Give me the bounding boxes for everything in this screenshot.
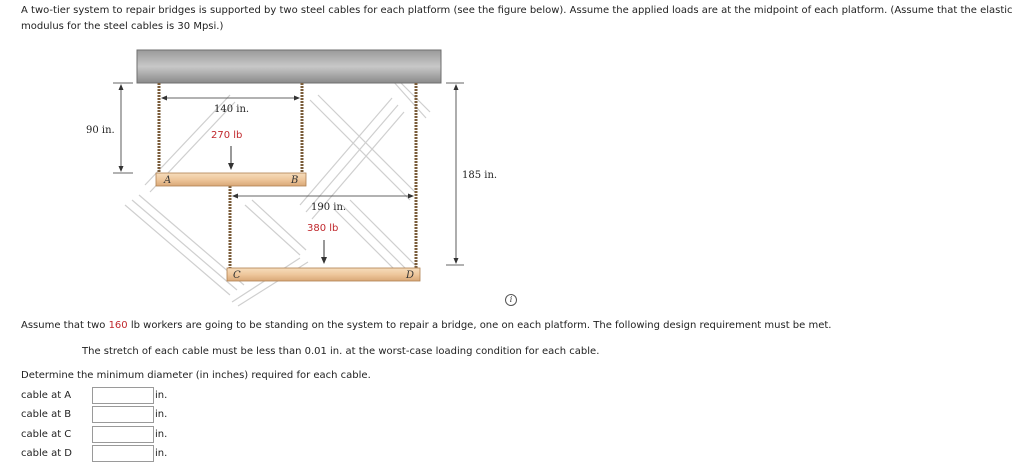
- label-b: B: [291, 175, 299, 186]
- label-c: C: [233, 270, 241, 281]
- answer-label-a: cable at A: [21, 390, 72, 401]
- assumption-after: lb workers are going to be standing on the system to repair a bridge, one on each platform. The following design requirement must be met.: [127, 320, 832, 331]
- label-d: D: [406, 270, 415, 281]
- load-upper-arrowhead: [228, 163, 234, 170]
- answer-unit-c: in.: [155, 429, 168, 440]
- answer-unit-a: in.: [155, 390, 168, 401]
- answer-label-d: cable at D: [21, 448, 73, 459]
- load-lower-label: 380 lb: [307, 223, 339, 234]
- dim-90-line: [113, 83, 133, 173]
- assumption-text: [21, 320, 831, 331]
- dim-185-arrow-bottom: [454, 258, 459, 264]
- answer-unit-d: in.: [155, 448, 168, 459]
- lower-platform: [227, 268, 420, 281]
- load-upper-label: 270 lb: [211, 130, 243, 141]
- dim-140-arrow-left: [161, 96, 167, 101]
- info-icon[interactable]: i: [505, 294, 517, 306]
- cable-b-input[interactable]: [92, 406, 154, 423]
- dim-185-label: 185 in.: [462, 170, 498, 181]
- dim-140-label: 140 in.: [214, 104, 250, 115]
- cable-a-input[interactable]: [92, 387, 154, 404]
- label-a: A: [164, 175, 172, 186]
- dim-90-arrow-top: [119, 84, 124, 90]
- assumption-before: Assume that two: [21, 320, 109, 331]
- dim-90-arrow-bottom: [119, 166, 124, 172]
- problem-statement: A two-tier system to repair bridges is supported by two steel cables for each platform (see the figure below). Assume the applied loads are at the midpoint of each platform. (Assume that the elastic modulus for the steel cables is 30 Mpsi.): [21, 5, 1013, 32]
- cable-d-input[interactable]: [92, 445, 154, 462]
- answer-label-b: cable at B: [21, 409, 72, 420]
- dim-190-label: 190 in.: [311, 202, 347, 213]
- load-lower-arrowhead: [321, 257, 327, 264]
- answer-label-c: cable at C: [21, 429, 72, 440]
- dim-190-arrow-left: [232, 194, 238, 199]
- dim-90-label: 90 in.: [86, 125, 115, 136]
- worker-weight-value: 160: [108, 320, 128, 331]
- dim-185-arrow-top: [454, 84, 459, 90]
- dim-140-arrow-right: [294, 96, 300, 101]
- dim-190-arrow-right: [408, 194, 414, 199]
- design-requirement: The stretch of each cable must be less than 0.01 in. at the worst-case loading condition for each cable.: [82, 346, 600, 357]
- cable-c-input[interactable]: [92, 426, 154, 443]
- answer-unit-b: in.: [155, 409, 168, 420]
- question-text: Determine the minimum diameter (in inches) required for each cable.: [21, 370, 371, 381]
- ceiling-beam: [137, 50, 441, 83]
- upper-platform: [156, 173, 306, 186]
